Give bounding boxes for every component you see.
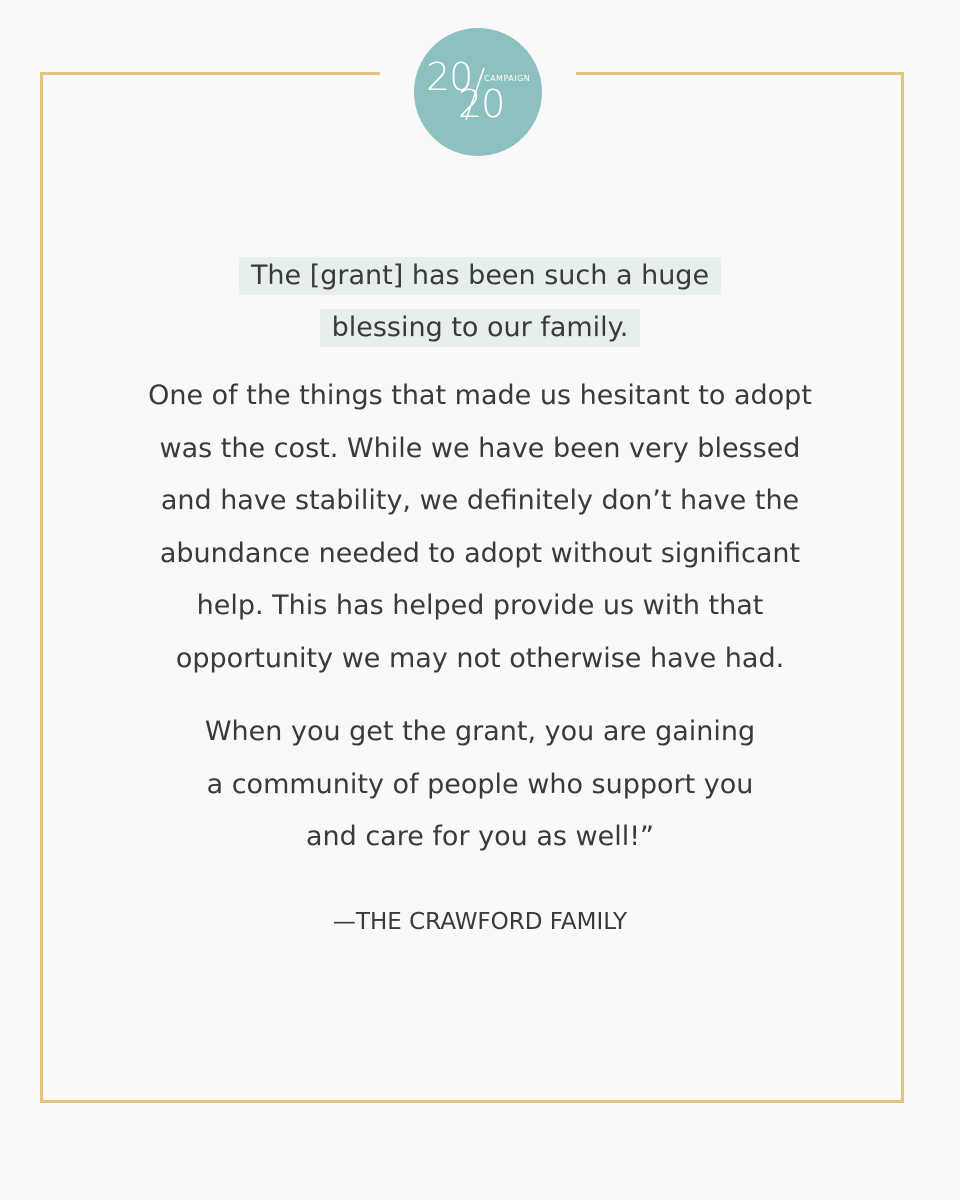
highlighted-quote xyxy=(60,250,900,354)
paragraph-line: and care for you as well!” xyxy=(305,821,655,852)
logo-top-digits: 20 xyxy=(426,55,473,99)
quote-paragraph-2 xyxy=(60,706,900,864)
highlight-line-1: The [grant] has been such a huge xyxy=(239,257,721,295)
paragraph-line: help. This has helped provide us with that xyxy=(196,590,764,621)
paragraph-line: and have stability, we definitely don’t have the xyxy=(160,485,800,516)
paragraph-line: opportunity we may not otherwise have had. xyxy=(175,642,785,674)
logo-campaign-label: CAMPAIGN xyxy=(484,74,531,83)
paragraph-line: a community of people who support you xyxy=(206,768,754,800)
campaign-2020-logo xyxy=(414,28,542,156)
paragraph-line: abundance needed to adopt without significant xyxy=(159,537,801,569)
quote-attribution: —THE CRAWFORD FAMILY xyxy=(332,909,628,935)
logo-bottom-digits: 20 xyxy=(458,82,505,126)
paragraph-line: One of the things that made us hesitant to adopt xyxy=(148,380,812,411)
quote-paragraph-1 xyxy=(60,370,900,685)
paragraph-line: was the cost. While we have been very blessed xyxy=(159,432,801,464)
paragraph-line: When you get the grant, you are gaining xyxy=(204,716,756,747)
highlight-line-2: blessing to our family. xyxy=(320,309,641,347)
